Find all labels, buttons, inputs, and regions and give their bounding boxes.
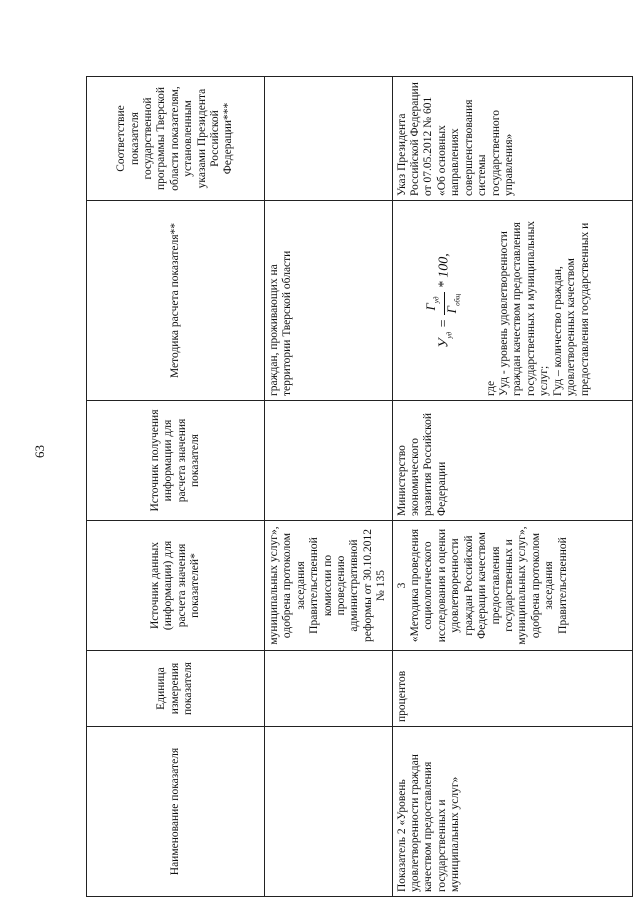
method-text-2: Гуд – количество граждан, удовлетворенных качеством предоставления государственных и bbox=[551, 222, 591, 396]
cell-indicator-name: Показатель 2 «Уровень удовлетворенности граждан качеством предоставления государственных и муниципальных услуг» bbox=[392, 727, 632, 897]
cell-compliance-empty bbox=[265, 77, 393, 201]
table-header-row bbox=[87, 77, 265, 897]
cell-info-source: Министерство экономического развития Российской Федерации bbox=[392, 401, 632, 521]
data-source-text: «Методика проведения социологического исследования и оценки удовлетворенности граждан Российской Федерации качеством предоставления государственных и муниципальных услуг», одобрена протоколом заседания Правительственной bbox=[409, 526, 569, 645]
formula: $У_{уд}$ = $Г_{уд}$ $Г_{общ}$ * 100, bbox=[424, 205, 465, 396]
cell-info-source-empty bbox=[265, 401, 393, 521]
cell-method bbox=[392, 201, 632, 401]
cell-compliance: Указ Президента Российской Федерации от 07.05.2012 № 601 «Об основных направлениях совершенствования системы государственного управления» bbox=[392, 77, 632, 201]
cell-data-source bbox=[392, 521, 632, 651]
header-data-source: Источник данных (информации) для расчета значения показателей* bbox=[87, 521, 265, 651]
header-compliance: Соответствие показателя государственной программы Тверской области показателям, установленным указами Президента Российской Федерации*** bbox=[87, 77, 265, 201]
method-where: где bbox=[484, 380, 497, 396]
method-text: Ууд - уровень удовлетворенности граждан качеством предоставления государственных и муниципальных услуг; bbox=[498, 220, 551, 396]
header-unit: Единица измерения показателя bbox=[87, 651, 265, 727]
cell-name-empty bbox=[265, 727, 393, 897]
table-row-continuation bbox=[265, 77, 393, 897]
rotated-table-wrapper bbox=[86, 77, 616, 897]
header-info-source: Источник получения информации для расчета значения показателя bbox=[87, 401, 265, 521]
cell-unit: процентов bbox=[392, 651, 632, 727]
cell-unit-empty bbox=[265, 651, 393, 727]
page-number: 63 bbox=[32, 445, 47, 458]
cell-data-source-cont: муниципальных услуг», одобрена протоколом заседания Правительственной комиссии по проведению административной реформы от 30.10.2012 № 135 bbox=[265, 521, 393, 651]
data-source-number: 3 bbox=[395, 582, 408, 589]
indicators-table bbox=[86, 76, 633, 897]
formula-fraction: $Г_{уд}$ $Г_{общ}$ bbox=[422, 293, 462, 314]
cell-method-cont: граждан, проживающих на территории Тверской области bbox=[265, 201, 393, 401]
header-name: Наименование показателя bbox=[87, 727, 265, 897]
table-row-indicator-2 bbox=[392, 77, 632, 897]
header-method: Методика расчета показателя** bbox=[87, 201, 265, 401]
